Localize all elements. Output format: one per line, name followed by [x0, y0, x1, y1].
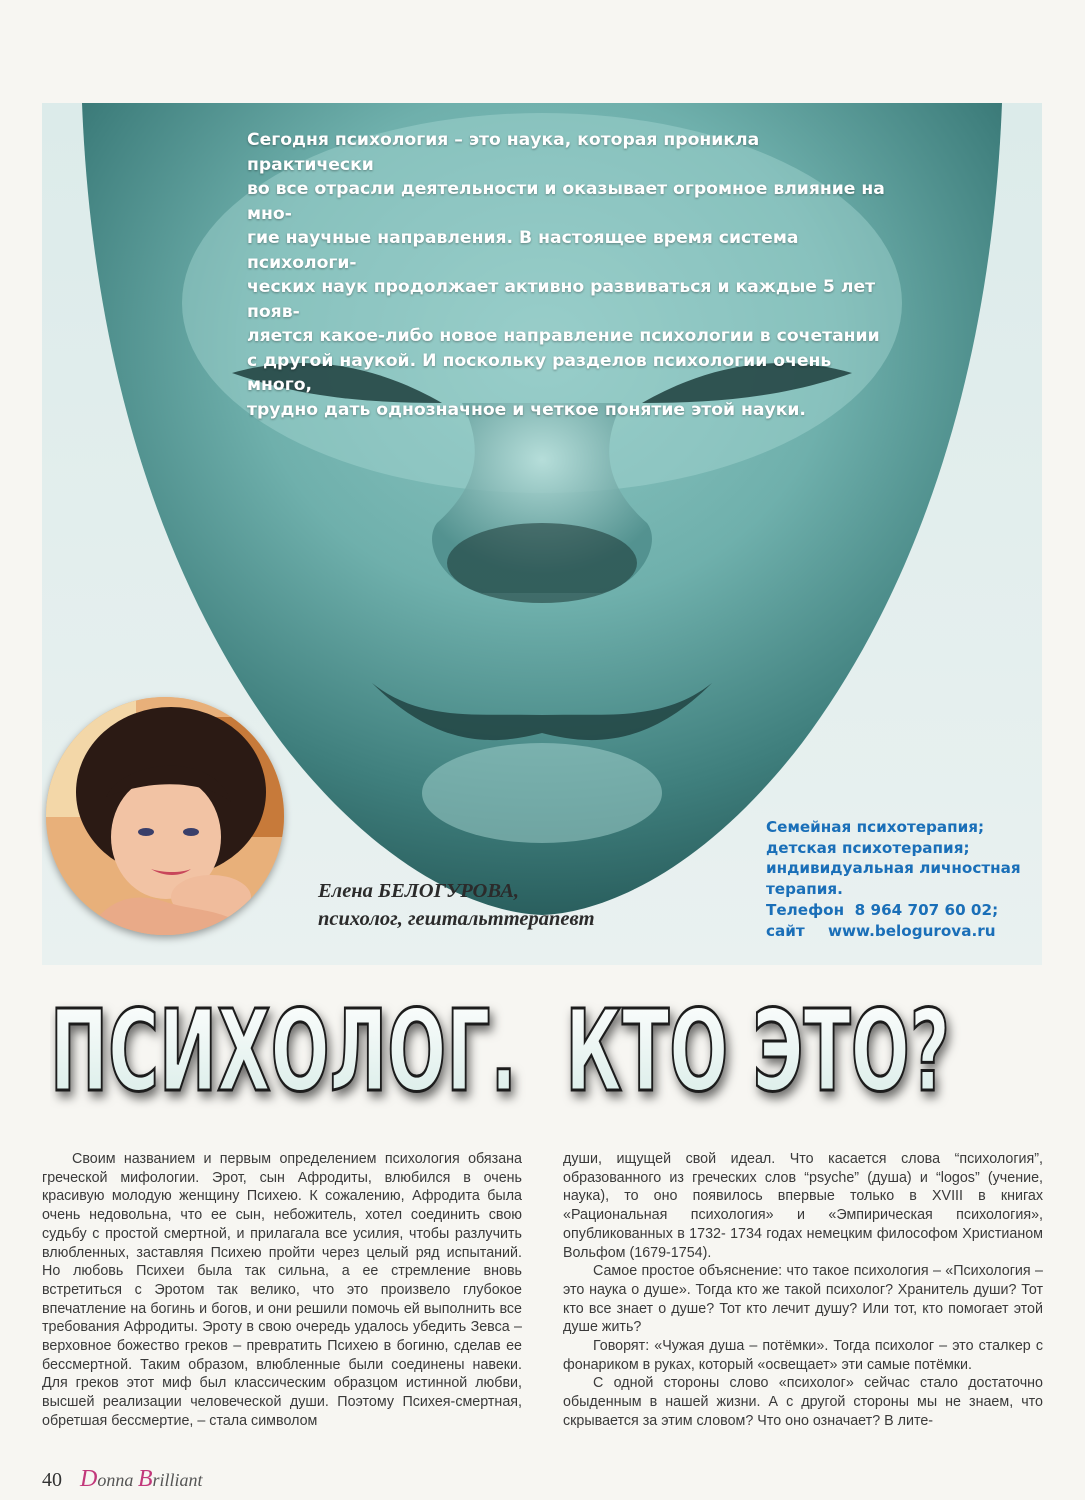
brand-initial-b: B	[137, 1466, 153, 1492]
brand-text-rilliant: rilliant	[152, 1470, 203, 1490]
body-paragraph: Самое простое объяснение: что такое психология – «Психология – это наука о душе». Тогда кто же такой психолог? Хранитель души? Тот кто все знает о душе? Тот кто лечит душу? Или тот, кто помогает этой душе жить?	[563, 1263, 1043, 1336]
intro-line: с другой наукой. И поскольку разделов психологии очень много,	[247, 350, 832, 395]
intro-paragraph	[247, 128, 887, 422]
author-portrait	[46, 697, 284, 935]
phone-line	[766, 900, 1066, 921]
phone-label: Телефон	[766, 900, 845, 919]
contact-block	[766, 817, 1066, 941]
phone-number[interactable]: 8 964 707 60 02;	[854, 900, 999, 919]
site-label: сайт	[766, 921, 805, 940]
body-paragraph: С одной стороны слово «психолог» сейчас стало достаточно обыденным в нашей жизни. А с другой стороны мы не знаем, что скрывается за этим словом? Что оно означает? В лите-	[563, 1375, 1043, 1429]
body-paragraph: Говорят: «Чужая душа – потёмки». Тогда психолог – это сталкер с фонариком в руках, который «освещает» эти самые потёмки.	[563, 1338, 1043, 1373]
intro-line: ляется какое-либо новое направление психологии в сочетании	[247, 326, 880, 346]
author-name: Елена БЕЛОГУРОВА,	[318, 880, 520, 902]
service-line: детская психотерапия;	[766, 838, 970, 857]
intro-line: Сегодня психология – это наука, которая проникла практически	[247, 130, 760, 175]
intro-line: трудно дать однозначное и четкое понятие этой науки.	[247, 399, 806, 420]
intro-line: гие научные направления. В настоящее время система психологи-	[247, 228, 799, 273]
site-link[interactable]: www.belogurova.ru	[828, 921, 996, 940]
brand-text-onna: onna	[97, 1470, 138, 1490]
body-column-left	[42, 1150, 522, 1431]
service-line: индивидуальная личностная	[766, 859, 1021, 878]
intro-line: ческих наук продолжает активно развиваться и каждые 5 лет появ-	[247, 277, 876, 322]
page-footer	[42, 1466, 203, 1496]
intro-line: во все отрасли деятельности и оказывает огромное влияние на мно-	[247, 179, 885, 224]
magazine-brand	[80, 1466, 203, 1493]
author-title: психолог, гештальттерапевт	[318, 908, 595, 930]
headline-text: ПСИХОЛОГ. КТО ЭТО?	[50, 990, 950, 1110]
author-block	[318, 877, 698, 933]
headline	[50, 990, 1050, 1110]
brand-initial-d: D	[80, 1466, 98, 1492]
service-line: терапия.	[766, 880, 843, 899]
site-line	[766, 921, 1066, 942]
service-line: Семейная психотерапия;	[766, 818, 985, 836]
page-number: 40	[42, 1469, 62, 1491]
body-column-right	[563, 1150, 1043, 1431]
body-paragraph: души, ищущей свой идеал. Что касается слова “психология”, образованного из греческих слов “psyche” (душа) и “logos” (учение, наука), то оно появилось впервые только в XVIII в книгах «Рациональная психология» и «Эмпирическая психология», опубликованных в 1732- 1734 годах немецким философом Христианом Вольфом (1679-1754).	[563, 1151, 1043, 1261]
body-paragraph: Своим названием и первым определением психология обязана греческой мифологии. Эрот, сын Афродиты, влюбился в очень красивую молодую женщину Психею. К сожалению, Афродита была очень недовольна, что ее сын, небожитель, хотел соединить свою судьбу с простой смертной, и прилагала все усилия, чтобы разлучить влюбленных, заставляя Психею пройти через целый ряд испытаний. Но любовь Психеи была так сильна, а ее стремление вновь встретиться с Эротом так велико, что это произвело глубокое впечатление на богинь и богов, и они решили помочь ей выполнить все требования Афродиты. Эроту в свою очередь удалось убедить Зевса – верховное божество греков – превратить Психею в богиню, сделав ее бессмертной. Таким образом, влюбленные были соединены навеки. Для греков этот миф был классическим образцом истинной любви, высшей реализации человеческой души. Поэтому Психея-смертная, обретшая бессмертие, – стала символом	[42, 1151, 522, 1429]
